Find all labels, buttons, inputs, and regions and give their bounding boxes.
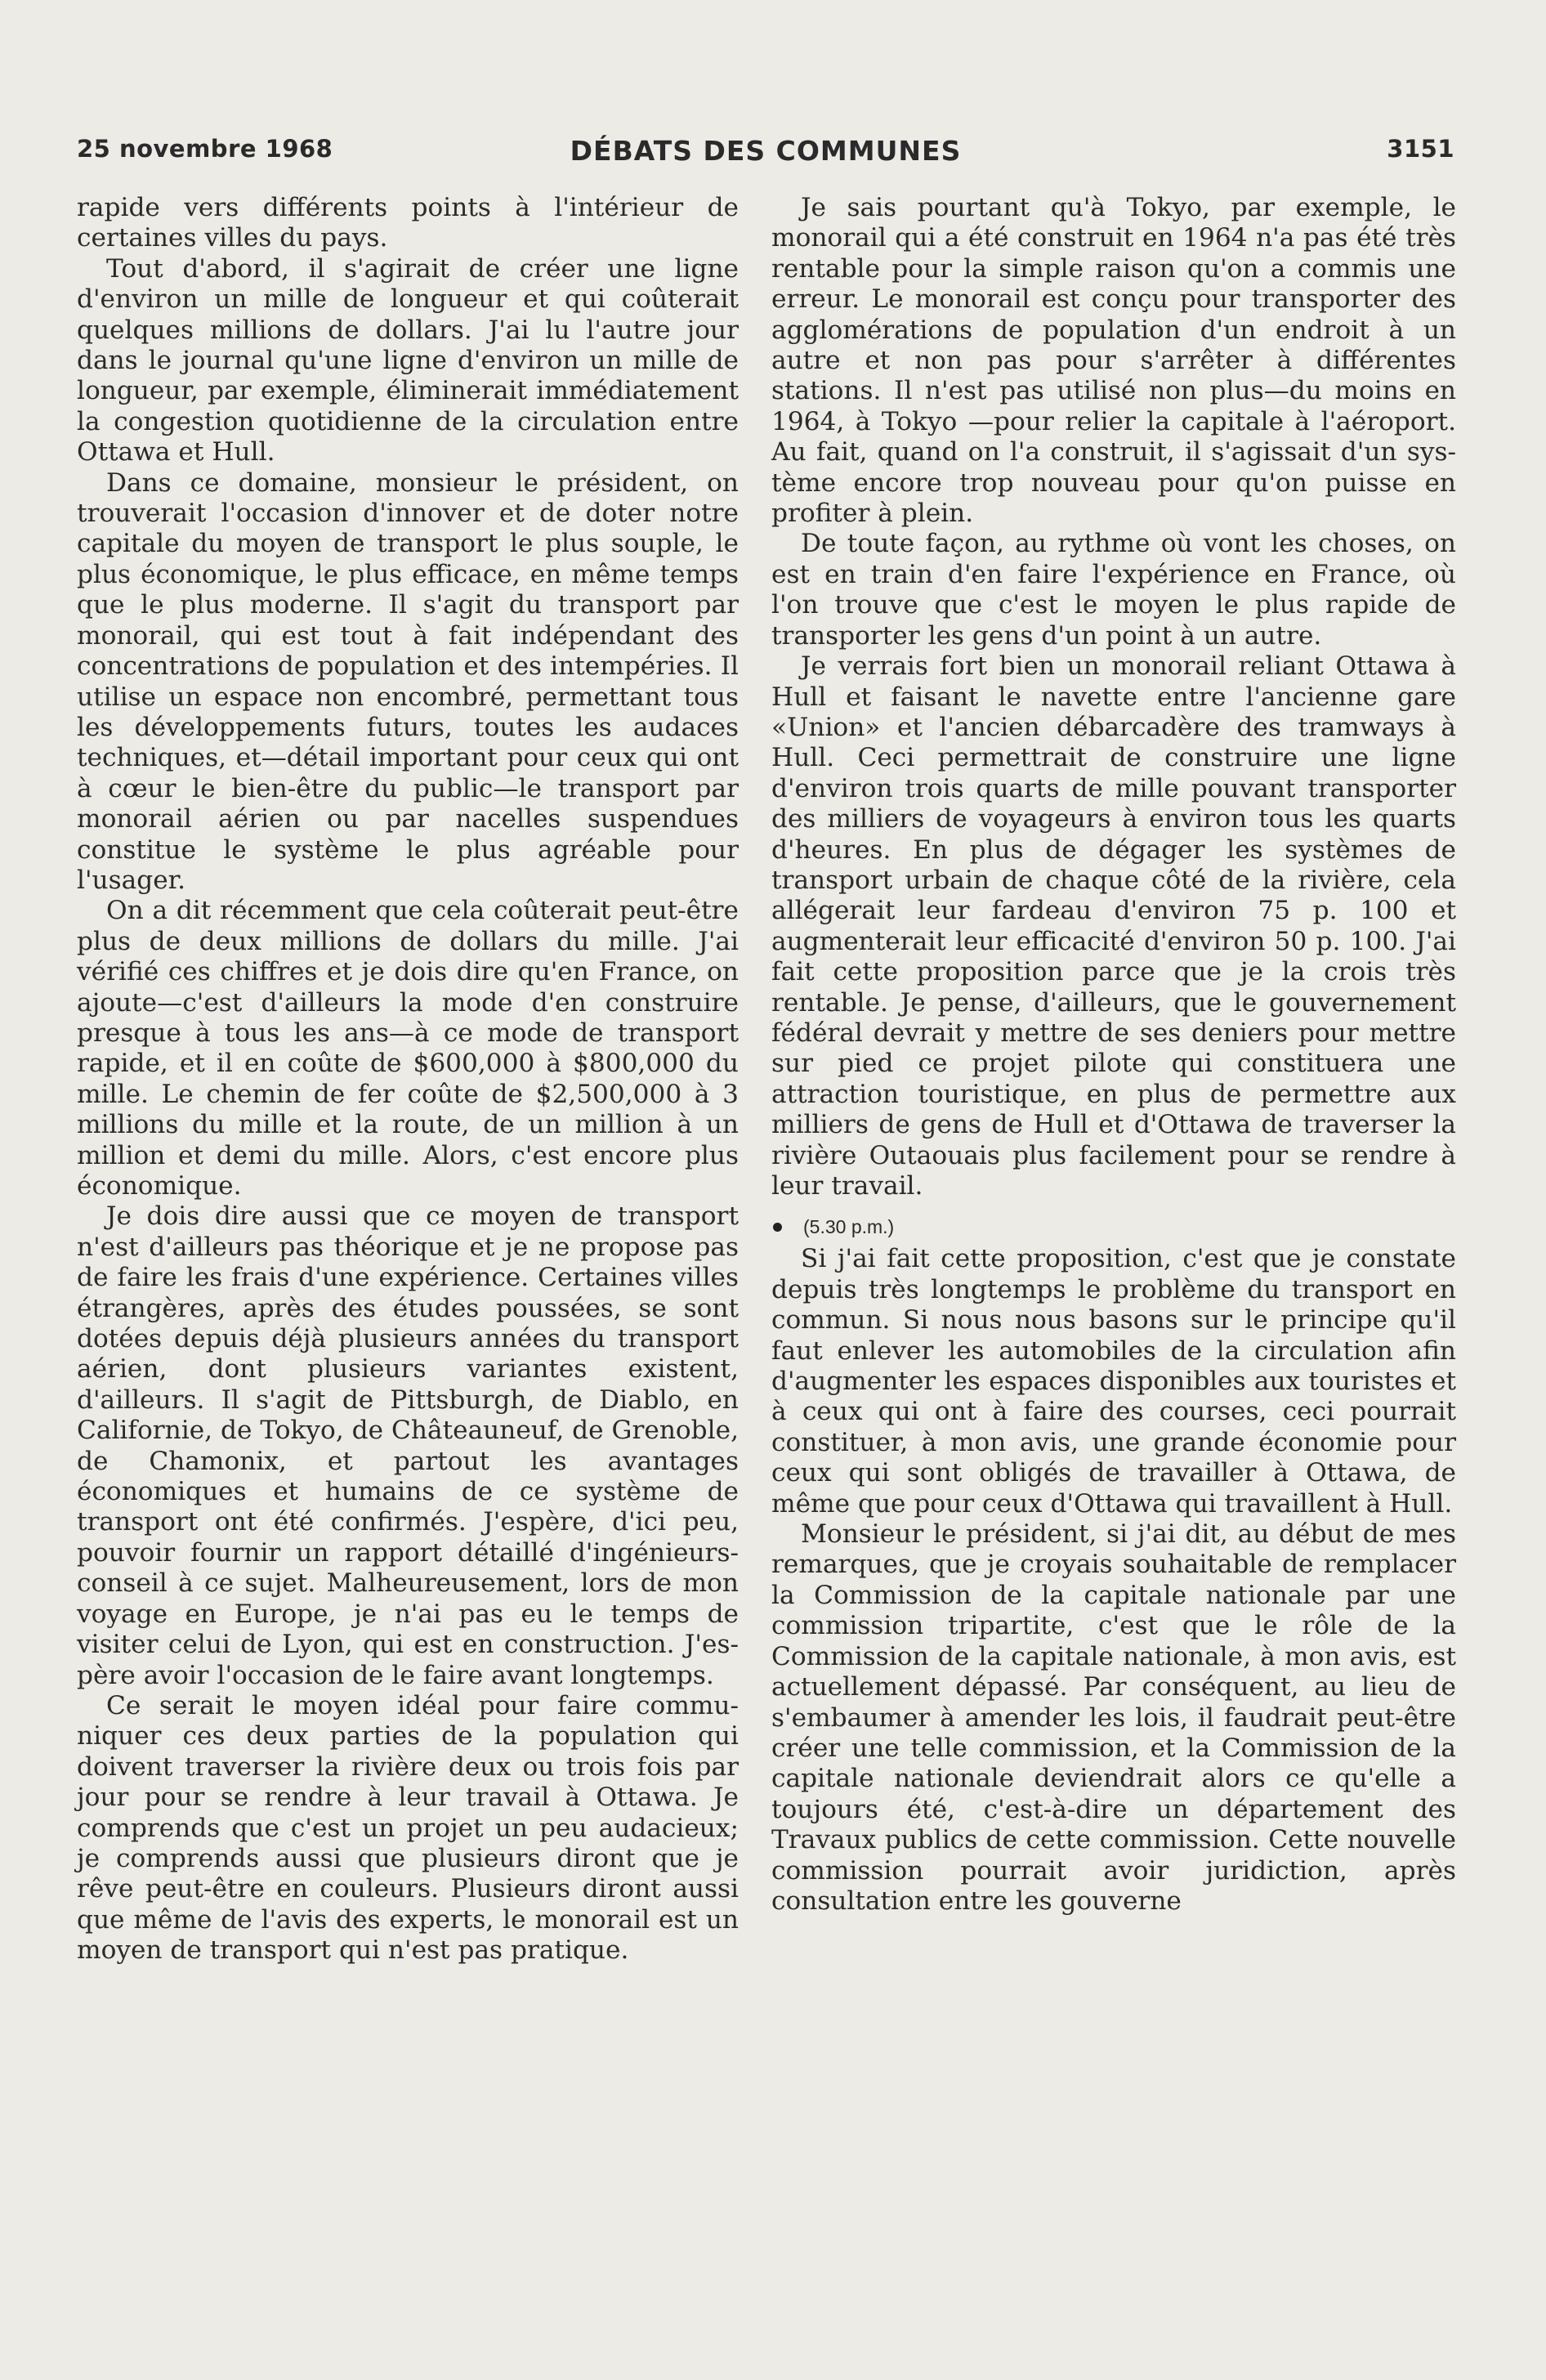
bullet-icon — [773, 1223, 782, 1232]
paragraph: Monsieur le président, si j'ai dit, au début de mes remarques, que je croyais souhaitable de remplacer la Commission de la capitale nationale par une commission tripartite, c'est que le rôle de la Commission de la capitale nationale, à mon avis, est actuellement dépassé. Par conséquent, au lieu de s'embaumer à amender les lois, il faudrait peut-être créer une telle commission, et la Commission de la capitale nationale deviendrait alors ce qu'elle a toujours été, c'est-à-dire un département des Travaux publics de cette commission. Cette nouvelle commission pourrait avoir juridiction, après consultation entre les gouverne — [771, 1519, 1456, 1916]
paragraph: Je verrais fort bien un monorail reliant Ottawa à Hull et faisant le navette entre l'ancienne gare «Union» et l'ancien débarcadère des tramways à Hull. Ceci permettrait de construire une ligne d'environ trois quarts de mille pouvant transporter des milliers de voyageurs à environ tous les quarts d'heures. En plus de dégager les systèmes de transport urbain de chaque côté de la rivière, cela allégerait leur fardeau d'environ 75 p. 100 et augmenterait leur efficacité d'environ 50 p. 100. J'ai fait cette proposition parce que je la crois très rentable. Je pense, d'ailleurs, que le gouvernement fédéral devrait y mettre de ses deniers pour mettre sur pied ce projet pilote qui constituera une attraction touristique, en plus de permettre aux milliers de gens de Hull et d'Ottawa de traverser la rivière Outaouais plus facilement pour se rendre à leur travail. — [771, 651, 1456, 1201]
header-date: 25 novembre 1968 — [77, 135, 333, 163]
time-marker-text: (5.30 p.m.) — [803, 1216, 895, 1238]
paragraph: Dans ce domaine, monsieur le président, on trouverait l'occasion d'innover et de doter notre capitale du moyen de transport le plus souple, le plus économique, le plus efficace, en même temps que le plus moderne. Il s'agit du transport par monorail, qui est tout à fait indépendant des concentrations de population et des intempéries. Il utilise un espace non encombré, permettant tous les développements futurs, toutes les audaces techniques, et—détail important pour ceux qui ont à cœur le bien-être du public—le transport par monorail aérien ou par nacelles suspendues constitue le système le plus agréable pour l'usager. — [77, 468, 739, 895]
paragraph: Je sais pourtant qu'à Tokyo, par exemple, le monorail qui a été construit en 1964 n'a pas été très rentable pour la simple raison qu'on a commis une erreur. Le monorail est conçu pour transporter des agglomérations de population d'un endroit à un autre et non pas pour s'arrêter à différentes stations. Il n'est pas utilisé non plus—du moins en 1964, à Tokyo —pour relier la capitale à l'aéroport. Au fait, quand on l'a construit, il s'agissait d'un système encore trop nouveau pour qu'on puisse en profiter à plein. — [771, 193, 1456, 529]
time-marker — [771, 1213, 1456, 1241]
paragraph: Je dois dire aussi que ce moyen de transport n'est d'ailleurs pas théorique et je ne propose pas de faire les frais d'une expérience. Certaines villes étrangères, après des études poussées, se sont dotées depuis déjà plusieurs années du transport aérien, dont plusieurs variantes existent, d'ailleurs. Il s'agit de Pittsburgh, de Diablo, en Californie, de Tokyo, de Châteauneuf, de Grenoble, de Chamonix, et partout les avantages économiques et humains de ce système de transport ont été confirmés. J'espère, d'ici peu, pouvoir fournir un rapport détaillé d'ingénieurs-conseil à ce sujet. Malheureusement, lors de mon voyage en Europe, je n'ai pas eu le temps de visiter celui de Lyon, qui est en construction. J'espère avoir l'occasion de le faire avant longtemps. — [77, 1201, 739, 1690]
paragraph: Ce serait le moyen idéal pour faire communiquer ces deux parties de la population qui doivent traverser la rivière deux ou trois fois par jour pour se rendre à leur travail à Ottawa. Je comprends que c'est un projet un peu audacieux; je comprends aussi que plusieurs diront que je rêve peut-être en couleurs. Plusieurs diront aussi que même de l'avis des experts, le monorail est un moyen de transport qui n'est pas pratique. — [77, 1690, 739, 1966]
page-number: 3151 — [1387, 135, 1454, 163]
paragraph: rapide vers différents points à l'intérieur de certaines villes du pays. — [77, 193, 739, 253]
paragraph: On a dit récemment que cela coûterait peut-être plus de deux millions de dollars du mille. J'ai vérifié ces chiffres et je dois dire qu'en France, on ajoute—c'est d'ailleurs la mode d'en construire presque à tous les ans—à ce mode de transport rapide, et il en coûte de $600,000 à $800,000 du mille. Le chemin de fer coûte de $2,500,000 à 3 millions du mille et la route, de un million à un million et demi du mille. Alors, c'est encore plus économique. — [77, 896, 739, 1201]
header-title: DÉBATS DES COMMUNES — [570, 135, 962, 167]
right-column — [771, 193, 1456, 1917]
paragraph: De toute façon, au rythme où vont les choses, on est en train d'en faire l'expérience en France, où l'on trouve que c'est le moyen le plus rapide de transporter les gens d'un point à un autre. — [771, 529, 1456, 651]
left-column — [77, 193, 739, 1966]
page-header — [77, 135, 1454, 171]
paragraph: Si j'ai fait cette proposition, c'est que je constate depuis très longtemps le problème du transport en commun. Si nous nous basons sur le principe qu'il faut enlever les automobiles de la circulation afin d'augmenter les espaces disponibles aux touristes et à ceux qui ont à faire des courses, ceci pourrait constituer, à mon avis, une grande économie pour ceux qui sont obligés de travailler à Ottawa, de même que pour ceux d'Ottawa qui travaillent à Hull. — [771, 1244, 1456, 1519]
paragraph: Tout d'abord, il s'agirait de créer une ligne d'environ un mille de longueur et qui coûterait quelques millions de dollars. J'ai lu l'autre jour dans le journal qu'une ligne d'environ un mille de longueur, par exemple, éliminerait immédiatement la congestion quotidienne de la circulation entre Ottawa et Hull. — [77, 253, 739, 468]
